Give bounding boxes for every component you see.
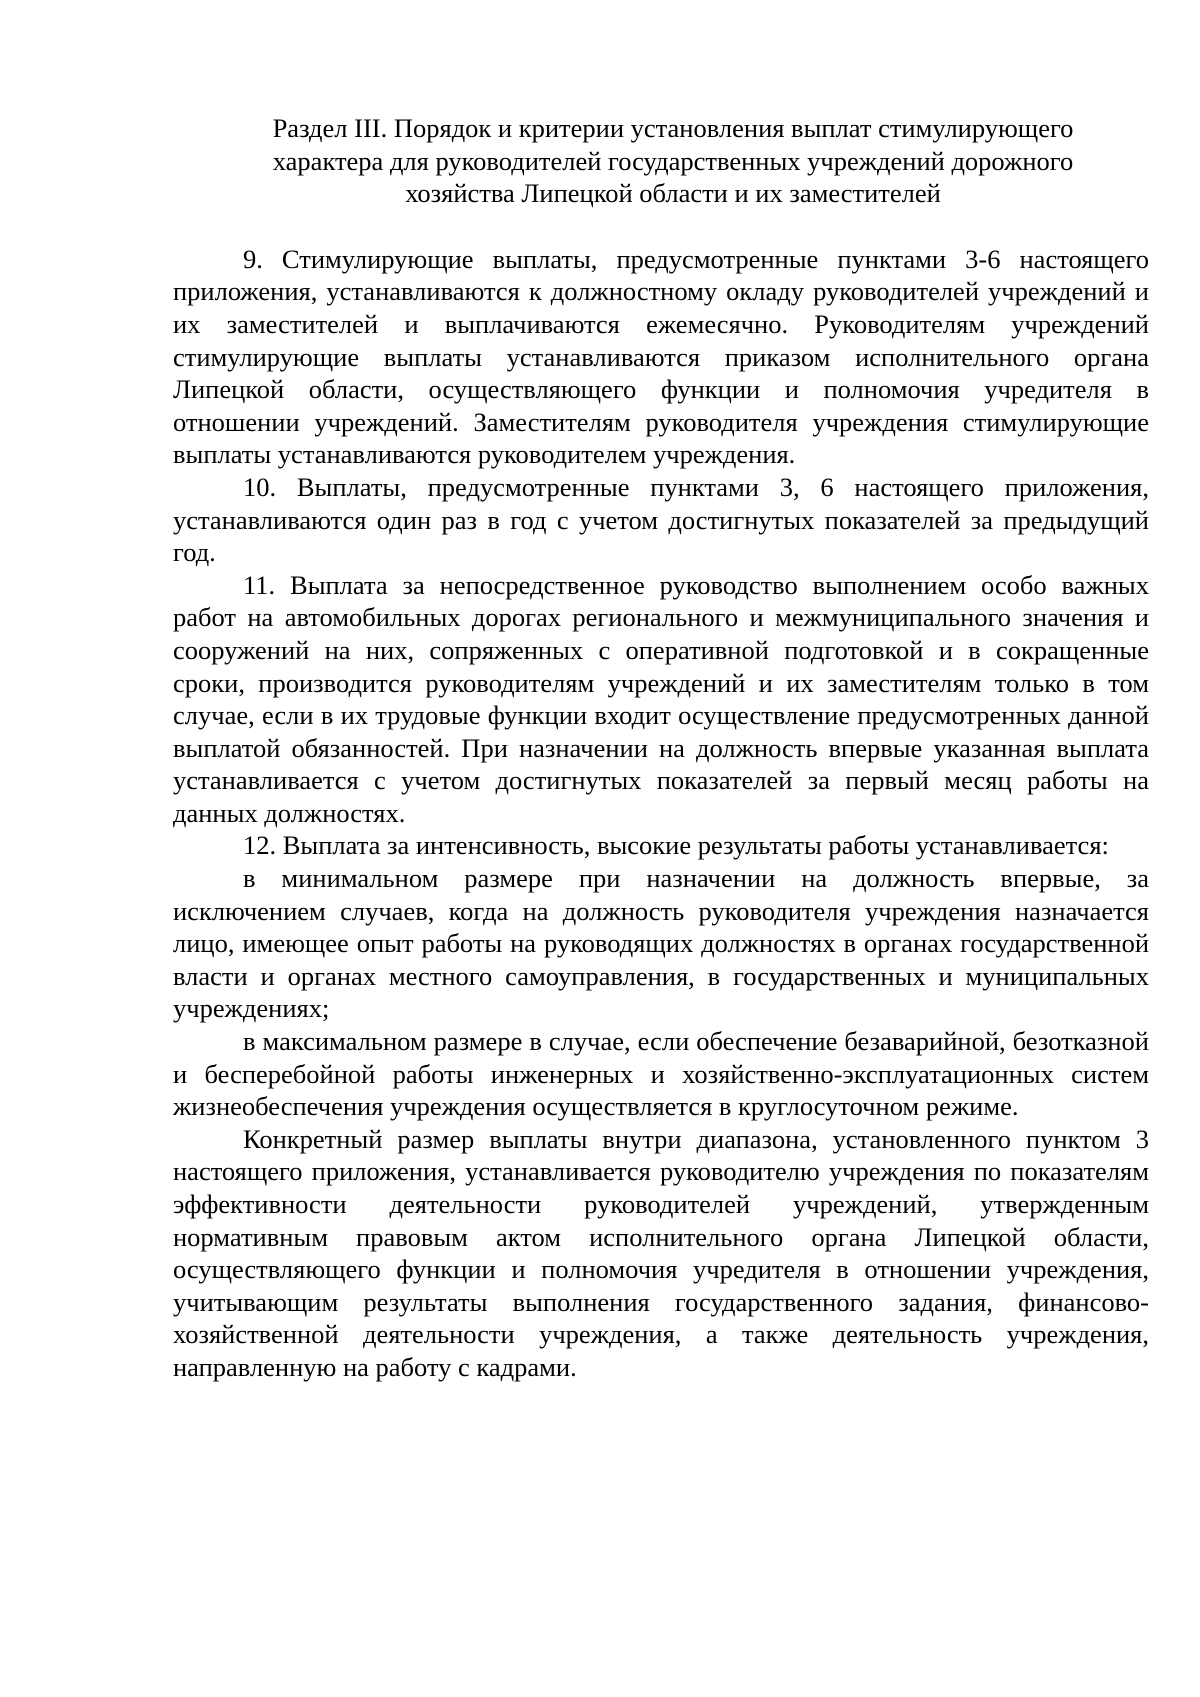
paragraph-12: 12. Выплата за интенсивность, высокие результаты работы устанавливается: [243,830,1109,861]
section-heading-line-2: характера для руководителей государственных учреждений дорожного [272,145,1074,176]
paragraph-specific-amount: Конкретный размер выплаты внутри диапазона, установленного пунктом 3 настоящего приложения, устанавливается руководителю учреждения по показателям эффективности деятельности руководителей учреждений, утвержденным нормативным правовым актом исполнительного органа Липецкой области, осуществляющего функции и полномочия учредителя в отношении учреждения, учитывающим результаты выполнения государственного задания, финансово-хозяйственной деятельности учреждения, а также деятельность учреждения, направленную на работу с кадрами. [173,1123,1149,1382]
section-heading-line-3: хозяйства Липецкой области и их заместителей [405,178,941,209]
section-heading-line-1: Раздел III. Порядок и критерии установления выплат стимулирующего [272,113,1074,143]
paragraph-10: 10. Выплаты, предусмотренные пунктами 3, 6 настоящего приложения, устанавливаются один раз в год с учетом достигнутых показателей за предыдущий год. [173,471,1149,568]
paragraph-11: 11. Выплата за непосредственное руководство выполнением особо важных работ на автомобильных дорогах регионального и межмуниципального значения и сооружений на них, сопряженных с оперативной подготовкой и в сокращенные сроки, производится руководителям учреждений и их заместителям только в том случае, если в их трудовые функции входит осуществление предусмотренных данной выплатой обязанностей. При назначении на должность впервые указанная выплата устанавливается с учетом достигнутых показателей за первый месяц работы на данных должностях. [173,569,1149,828]
document-page [173,112,1149,1384]
section-heading [173,112,1149,210]
paragraph-12-minimum: в минимальном размере при назначении на должность впервые, за исключением случаев, когда на должность руководителя учреждения назначается лицо, имеющее опыт работы на руководящих должностях в органах государственной власти и органах местного самоуправления, в государственных и муниципальных учреждениях; [173,863,1149,1024]
paragraph-12-maximum: в максимальном размере в случае, если обеспечение безаварийной, безотказной и бесперебойной работы инженерных и хозяйственно-эксплуатационных систем жизнеобеспечения учреждения осуществляется в круглосуточном режиме. [173,1026,1149,1122]
paragraph-9: 9. Стимулирующие выплаты, предусмотренные пунктами 3-6 настоящего приложения, устанавливаются к должностному окладу руководителей учреждений и их заместителей и выплачиваются ежемесячно. Руководителям учреждений стимулирующие выплаты устанавливаются приказом исполнительного органа Липецкой области, осуществляющего функции и полномочия учредителя в отношении учреждений. Заместителям руководителя учреждения стимулирующие выплаты устанавливаются руководителем учреждения. [173,243,1149,470]
